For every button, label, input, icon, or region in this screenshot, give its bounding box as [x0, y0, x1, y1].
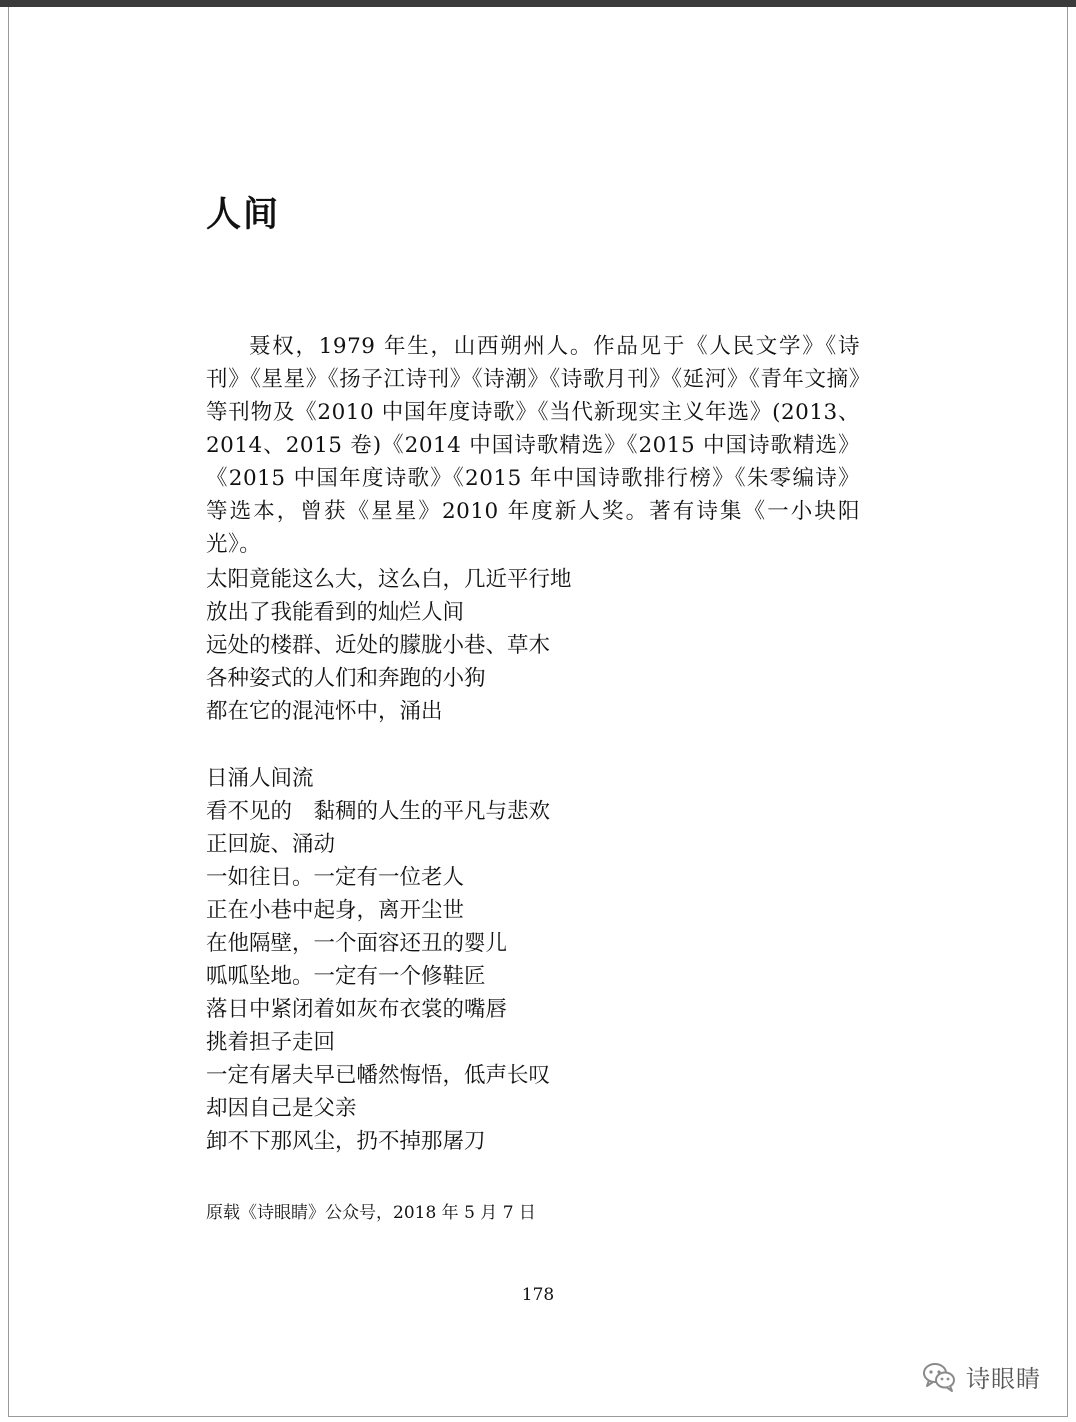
poem-line: 卸不下那风尘，扔不掉那屠刀 — [206, 1129, 486, 1154]
source-note: 原载《诗眼睛》公众号，2018 年 5 月 7 日 — [206, 1203, 536, 1223]
poem-line: 挑着担子走回 — [206, 1030, 336, 1055]
top-border — [0, 0, 1076, 7]
poem-line: 却因自己是父亲 — [206, 1096, 357, 1121]
poem-line: 看不见的 黏稠的人生的平凡与悲欢 — [206, 799, 551, 824]
author-bio: 聂权，1979 年生，山西朔州人。作品见于《人民文学》《诗刊》《星星》《扬子江诗刊》《诗潮》《诗歌月刊》《延河》《青年文摘》等刊物及《2010 中国年度诗歌》《当代新现实主义年选》(2013、2014、2015 卷)《2014 中国诗歌精选》《2015 中国诗歌精选》《2015 中国年度诗歌》《2015 年中国诗歌排行榜》《朱零编诗》 等选本，曾获《星星》2010 年度新人奖。著有诗集《一小块阳光》。 — [206, 334, 860, 557]
poem-line: 太阳竟能这么大，这么白，几近平行地 — [206, 567, 572, 592]
poem-line: 各种姿式的人们和奔跑的小狗 — [206, 666, 486, 691]
poem-line: 在他隔壁，一个面容还丑的婴儿 — [206, 931, 508, 956]
poem-line: 远处的楼群、近处的朦胧小巷、草木 — [206, 633, 551, 658]
poem-line: 正在小巷中起身，离开尘世 — [206, 898, 465, 923]
poem-line: 一定有屠夫早已幡然悔悟，低声长叹 — [206, 1063, 551, 1088]
page-number: 178 — [521, 1285, 555, 1305]
poem-line: 放出了我能看到的灿烂人间 — [206, 600, 465, 625]
poem-stanza-1 — [206, 563, 572, 728]
wechat-watermark — [922, 1354, 1041, 1398]
poem-title: 人间 — [206, 195, 281, 235]
poem-line: 都在它的混沌怀中，涌出 — [206, 699, 443, 724]
poem-line: 呱呱坠地。一定有一个修鞋匠 — [206, 964, 486, 989]
poem-line: 日涌人间流 — [206, 766, 314, 791]
poem-line: 落日中紧闭着如灰布衣裳的嘴唇 — [206, 997, 508, 1022]
poem-stanza-2 — [206, 762, 550, 1158]
wechat-icon — [922, 1359, 956, 1393]
poem-line: 正回旋、涌动 — [206, 832, 336, 857]
watermark-text: 诗眼睛 — [966, 1364, 1041, 1393]
poem-line: 一如往日。一定有一位老人 — [206, 865, 465, 890]
